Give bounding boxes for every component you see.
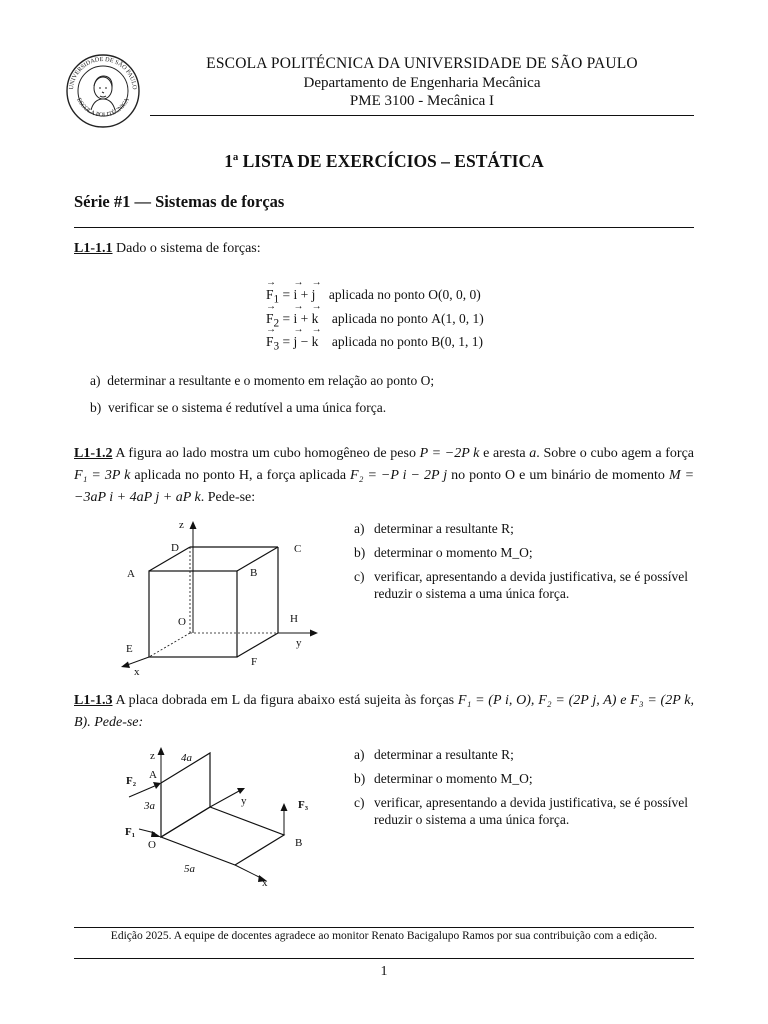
university-seal (64, 52, 142, 130)
problem-3-item-a: a) determinar a resultante R; (354, 747, 514, 762)
footer-rule (74, 958, 694, 959)
plate-label-f2: F₂ (126, 775, 137, 787)
cube-label-a: A (127, 568, 135, 580)
cube-figure (115, 515, 330, 685)
header-school: ESCOLA POLITÉCNICA DA UNIVERSIDADE DE SÃO PAULO (206, 55, 638, 72)
problem-3-item-c: c) verificar, apresentando a devida justificativa, se é possível reduzir o sistema a uma única força. (354, 795, 688, 827)
force-equation-2: → $F_2$ = → i + → k aplicada no ponto A(1, 0, 1) (266, 311, 484, 330)
footnote-rule (74, 927, 694, 928)
cube-label-f: F (251, 656, 258, 668)
problem-2-item-c: c) verificar, apresentando a devida justificativa, se é possível reduzir o sistema a uma única força. (354, 569, 688, 601)
problem-1-item-a: a) determinar a resultante e o momento em relação ao ponto O; (90, 373, 435, 388)
problem-2-statement: L1-1.2 A figura ao lado mostra um cubo homogêneo de peso P = −2P k e aresta a. Sobre o cubo agem a força F₁ = 3P k aplicada no ponto H, a força aplicada F₂ = −P i − 2P j no ponto O e um binário de momento M = −3aP i + 4aP j + aP k. Pede-se: (74, 446, 695, 505)
problem-3-statement: L1-1.3 A placa dobrada em L da figura abaixo está sujeita às forças F₁ = (P i, O), F₂ = (2P j, A) e F₃ = (2P k, B). Pede-se: (74, 693, 694, 730)
problem-1-intro (74, 238, 694, 260)
problem-2-items (354, 520, 694, 609)
seal-text-top: UNIVERSIDADE DE SÃO PAULO (67, 55, 139, 90)
cube-label-d: D (171, 542, 179, 554)
cube-label-h: H (290, 613, 298, 625)
problem-3-items (354, 746, 694, 835)
svg-text:ESCOLA POLITÉCNICA (75, 96, 131, 118)
series-title: Série #1 — Sistemas de forças (74, 192, 285, 211)
cube-label-c: C (294, 543, 302, 555)
plate-label-o: O (148, 839, 156, 851)
problem-1-intro-text: Dado o sistema de forças: (116, 241, 261, 256)
plate-label-f3: F₃ (298, 799, 309, 811)
plate-dim-5a: 5a (184, 863, 195, 875)
problem-2-item-b: b) determinar o momento M_O; (354, 545, 533, 560)
cube-label-b: B (250, 567, 258, 579)
cube-label-o: O (178, 616, 186, 628)
plate-label-f1: F₁ (125, 826, 136, 838)
series-rule (74, 227, 694, 228)
cube-label-e: E (126, 643, 133, 655)
cube-label-y: y (296, 637, 302, 649)
seal-text-bottom: ESCOLA POLITÉCNICA (75, 96, 131, 119)
force-1-point: O(0, 0, 0) (428, 287, 481, 302)
problem-2-item-a: a) determinar a resultante R; (354, 521, 514, 536)
problem-1-item-b: b) verificar se o sistema é redutível a uma única força. (90, 400, 387, 415)
plate-dim-3a: 3a (144, 800, 155, 812)
force-3-point: B(0, 1, 1) (431, 334, 484, 349)
force-equation-1: → $F_1$ = → i + → j aplicada no ponto O(0, 0, 0) (266, 287, 481, 306)
plate-label-y: y (241, 795, 247, 807)
problem-3-id: L1-1.3 (74, 693, 113, 708)
force-2-point: A(1, 0, 1) (431, 311, 484, 326)
plate-label-x: x (262, 877, 268, 889)
page-title: 1ª LISTA DE EXERCÍCIOS – ESTÁTICA (224, 151, 544, 171)
problem-3-item-b: b) determinar o momento M_O; (354, 771, 533, 786)
plate-label-b: B (295, 837, 303, 849)
header-course: PME 3100 - Mecânica I (349, 93, 495, 109)
cube-label-z: z (179, 519, 184, 531)
page-number: 1 (380, 964, 388, 979)
plate-dim-4a: 4a (181, 752, 192, 764)
problem-2-id: L1-1.2 (74, 446, 113, 461)
footnote: Edição 2025. A equipe de docentes agradece ao monitor Renato Bacigalupo Ramos por sua contribuição com a edição. (110, 930, 658, 942)
l-plate-figure (115, 745, 330, 895)
force-equation-3: → $F_3$ = → j − → k aplicada no ponto B(0, 1, 1) (266, 334, 483, 353)
header-department: Departamento de Engenharia Mecânica (303, 75, 541, 91)
header-rule (150, 115, 694, 116)
cube-label-x: x (134, 666, 140, 678)
problem-1-id: L1-1.1 (74, 241, 113, 256)
seal-portrait-icon (91, 76, 115, 110)
plate-label-z: z (150, 750, 155, 762)
plate-label-a: A (149, 769, 157, 781)
